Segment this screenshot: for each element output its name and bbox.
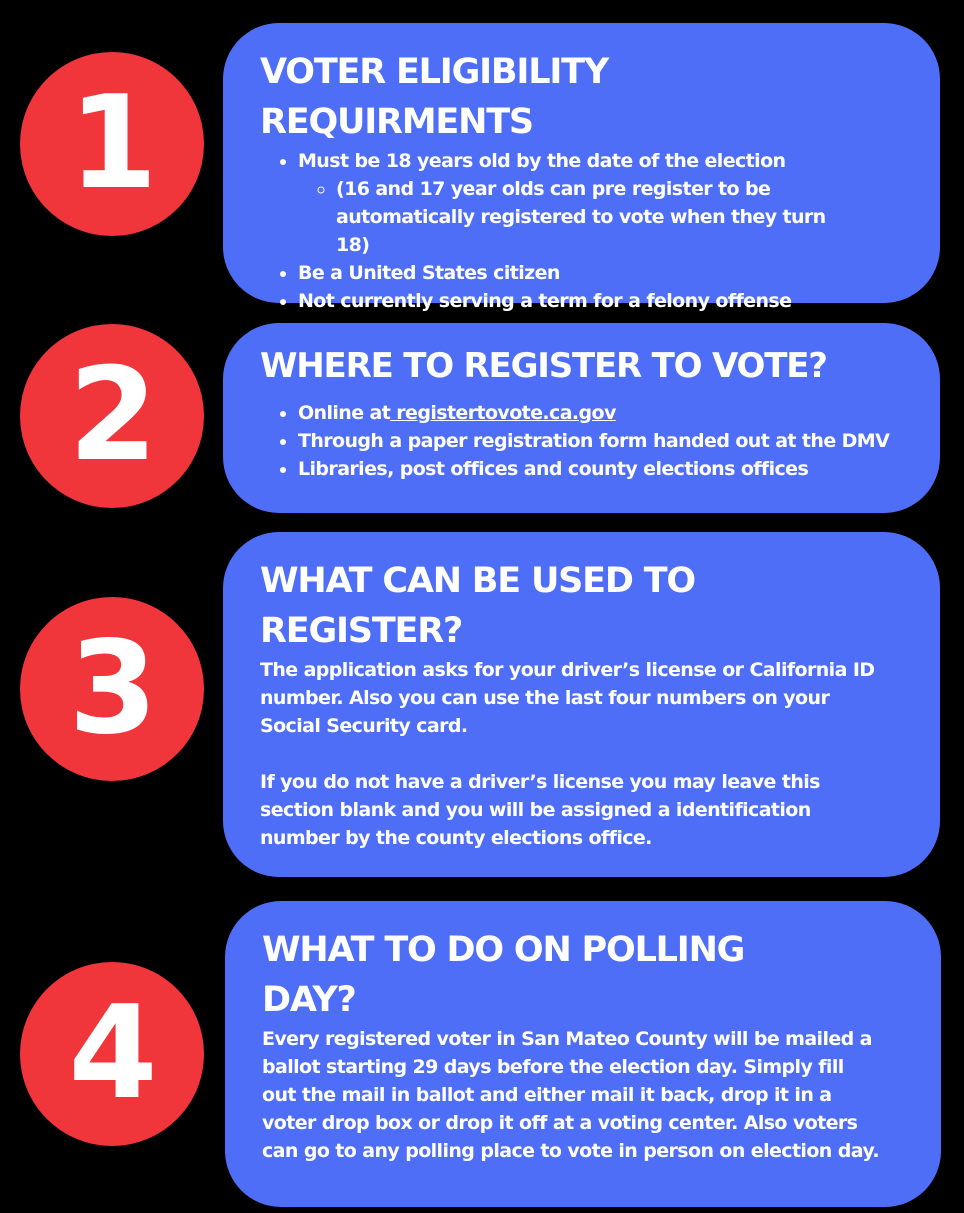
list-item: • Not currently serving a term for a felony offense: [298, 287, 920, 315]
list-item: • Libraries, post offices and county elections offices: [298, 455, 920, 483]
step-2-title: WHERE TO REGISTER TO VOTE?: [260, 346, 827, 386]
step-4-title: [262, 925, 881, 1025]
sub-list-item: ◦ (16 and 17 year olds can pre register to be automatically registered to vote when they turn 18): [336, 175, 920, 259]
step-2-circle: [20, 324, 204, 508]
step-4-circle: [20, 962, 204, 1146]
step-3-number: 3: [68, 614, 156, 763]
step-1-circle: [20, 52, 204, 236]
step-1-title: [260, 47, 920, 147]
step-1-number: 1: [68, 69, 156, 218]
step-3-title-line-2: REGISTER?: [260, 611, 463, 651]
step-3-title-line-1: WHAT CAN BE USED TO: [260, 561, 695, 601]
step-1-title-line-2: REQUIRMENTS: [260, 102, 533, 142]
step-1-sub-list: [298, 175, 920, 259]
step-3-paragraph-1: The application asks for your driver’s license or California ID number. Also you can use the last four numbers on your Social Security card.: [260, 659, 875, 737]
step-1-list: [260, 147, 920, 315]
list-item-text: Must be 18 years old by the date of the election: [298, 150, 786, 172]
step-3-title: [260, 556, 880, 656]
step-4-paragraph: Every registered voter in San Mateo County will be mailed a ballot starting 29 days before the election day. Simply fill out the mail in ballot and either mail it back, drop it in a voter drop box or drop it off at a voting center. Also voters can go to any polling place to vote in person on election day.: [262, 1028, 880, 1162]
list-item-text: Online at: [298, 402, 391, 424]
step-2-number: 2: [68, 341, 156, 490]
list-item: [298, 147, 920, 259]
step-1-title-line-1: VOTER ELIGIBILITY: [260, 52, 608, 92]
list-item: • Be a United States citizen: [298, 259, 920, 287]
step-1-card: [223, 23, 940, 312]
step-4-title-line-1: WHAT TO DO ON POLLING: [262, 930, 745, 970]
step-2-list: [260, 399, 920, 483]
list-item: [298, 399, 920, 427]
step-4-title-line-2: DAY?: [262, 980, 356, 1020]
step-3-card: [223, 532, 940, 877]
step-4-number: 4: [68, 979, 156, 1128]
register-link[interactable]: registertovote.ca.gov: [390, 402, 616, 424]
step-2-card: [223, 323, 940, 513]
list-item: • Through a paper registration form handed out at the DMV: [298, 427, 920, 455]
step-3-circle: [20, 597, 204, 781]
step-3-paragraph-2: If you do not have a driver’s license you may leave this section blank and you will be assigned a identification number by the county elections office.: [260, 771, 820, 849]
step-4-card: [225, 901, 941, 1207]
